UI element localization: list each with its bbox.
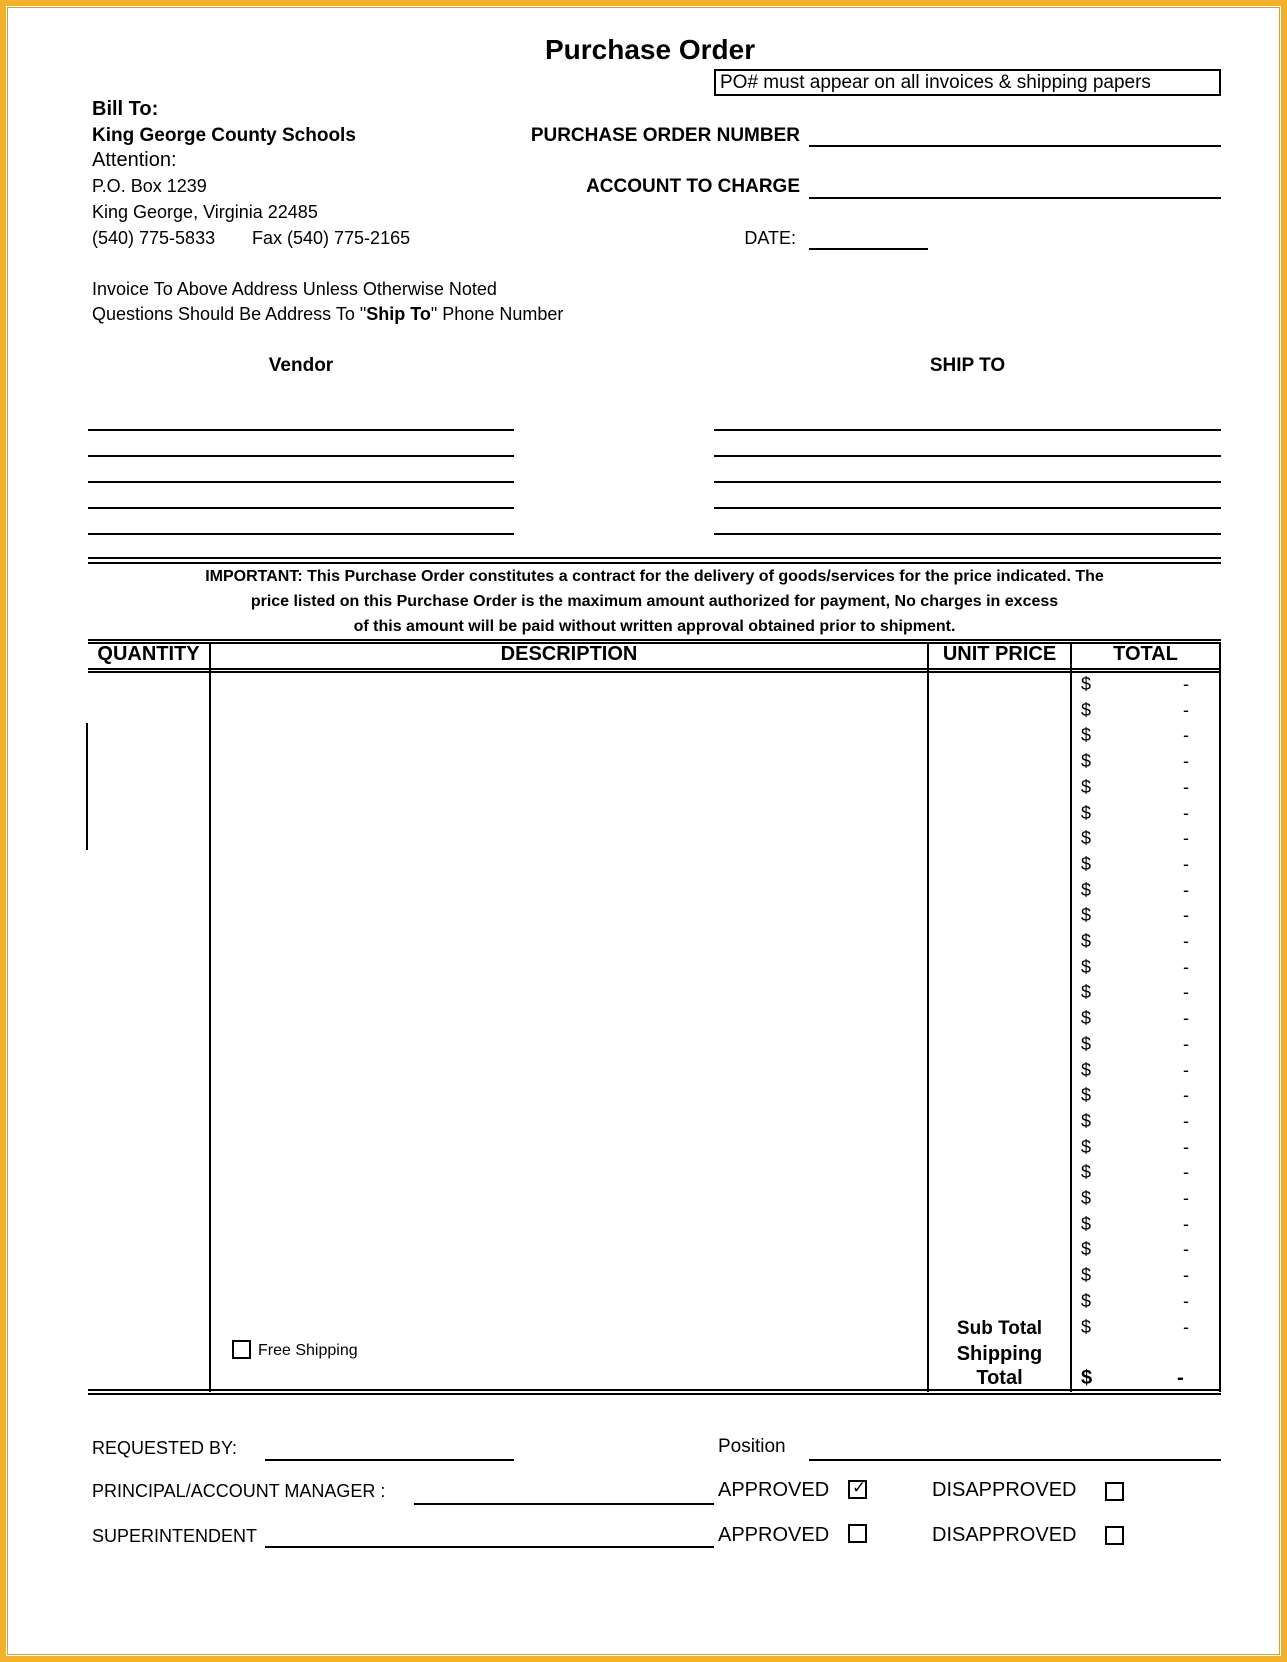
ship-to-line[interactable] [714, 533, 1221, 535]
vendor-line[interactable] [88, 429, 514, 431]
po-notice-box [714, 69, 1221, 96]
row-value: - [1183, 956, 1189, 977]
superintendent-approved-label: APPROVED [718, 1524, 830, 1546]
row-value: - [1183, 1136, 1189, 1157]
row-currency: $ [1081, 1059, 1092, 1080]
row-value: - [1183, 1059, 1189, 1080]
total-row [1081, 700, 1193, 724]
row-value: - [1183, 1316, 1189, 1337]
shipping-label: Shipping [956, 1343, 1043, 1365]
header-quantity: QUANTITY [97, 643, 200, 665]
principal-approved-label: APPROVED [718, 1479, 830, 1501]
requested-by-label: REQUESTED BY: [92, 1438, 238, 1458]
row-currency: $ [1081, 982, 1092, 1003]
table-header-rule [88, 671, 1221, 673]
vendor-line[interactable] [88, 455, 514, 457]
col-divider-description [927, 642, 929, 1392]
vendor-line[interactable] [88, 507, 514, 509]
row-currency: $ [1081, 1188, 1092, 1208]
questions-note-bold: Ship To [366, 304, 431, 324]
superintendent-disapproved-checkbox[interactable] [1105, 1526, 1124, 1545]
row-value: - [1183, 725, 1189, 746]
bill-to-fax: Fax (540) 775-2165 [252, 228, 411, 248]
col-divider-quantity [209, 642, 211, 1392]
section-divider [88, 562, 1221, 564]
row-value: - [1183, 828, 1189, 849]
superintendent-signature-field[interactable] [265, 1546, 714, 1548]
row-value: - [1183, 1290, 1189, 1311]
total-row [1081, 1137, 1193, 1161]
row-value: - [1183, 1213, 1189, 1234]
row-currency: $ [1081, 1110, 1092, 1131]
total-row [1081, 1239, 1193, 1263]
row-currency: $ [1081, 699, 1092, 720]
bill-to-city: King George, Virginia 22485 [92, 202, 318, 222]
row-value: - [1183, 776, 1189, 797]
total-row [1081, 1008, 1193, 1032]
bill-to-org: King George County Schools [92, 125, 356, 146]
checkmark-icon: ✓ [852, 1478, 867, 1497]
bill-to-phone: (540) 775-5833 [92, 228, 216, 248]
principal-approved-checkbox[interactable] [848, 1480, 867, 1499]
important-line-2: price listed on this Purchase Order is the maximum amount authorized for payment, No charges in excess [250, 593, 1059, 610]
total-row [1081, 905, 1193, 929]
bill-to-attention: Attention: [92, 149, 177, 171]
vendor-label: Vendor [268, 355, 334, 376]
ship-to-label: SHIP TO [929, 355, 1006, 376]
row-value: - [1183, 802, 1189, 823]
table-bottom-rule [88, 1393, 1221, 1395]
row-currency: $ [1081, 1239, 1092, 1260]
row-value: - [1183, 674, 1189, 694]
row-value: - [1183, 751, 1189, 772]
row-currency: $ [1081, 931, 1092, 951]
questions-note [92, 304, 563, 325]
total-row [1081, 1291, 1193, 1315]
total-row [1081, 803, 1193, 827]
row-currency: $ [1081, 956, 1092, 977]
row-currency: $ [1081, 725, 1092, 746]
row-currency: $ [1081, 853, 1092, 874]
requested-by-field[interactable] [265, 1459, 514, 1461]
row-currency: $ [1081, 1290, 1092, 1311]
row-currency: $ [1081, 905, 1092, 926]
position-label: Position [718, 1436, 786, 1457]
ship-to-line[interactable] [714, 455, 1221, 457]
total-row [1081, 1317, 1193, 1341]
row-currency: $ [1081, 751, 1092, 772]
row-currency: $ [1081, 828, 1092, 849]
row-value: - [1183, 982, 1189, 1003]
row-currency: $ [1081, 1085, 1092, 1106]
total-row [1081, 1060, 1193, 1084]
superintendent-approved-checkbox[interactable] [848, 1524, 867, 1543]
account-label: ACCOUNT TO CHARGE [586, 176, 800, 197]
row-currency: $ [1081, 879, 1092, 900]
important-line-3: of this amount will be paid without written approval obtained prior to shipment. [353, 618, 956, 635]
po-notice-text: PO# must appear on all invoices & shipping papers [720, 72, 1151, 93]
row-currency: $ [1081, 802, 1092, 823]
row-currency: $ [1081, 1008, 1092, 1029]
superintendent-disapproved-label: DISAPPROVED [932, 1524, 1077, 1546]
total-row [1081, 1188, 1193, 1212]
bill-to-box: P.O. Box 1239 [92, 176, 207, 196]
row-currency: $ [1081, 1162, 1092, 1183]
invoice-note: Invoice To Above Address Unless Otherwise Noted [92, 279, 497, 299]
subtotal-label: Sub Total [956, 1318, 1043, 1339]
row-currency: $ [1081, 1316, 1092, 1337]
total-row [1081, 854, 1193, 878]
bill-to-heading: Bill To: [92, 98, 159, 120]
row-value: - [1183, 1265, 1189, 1286]
questions-note-pre: Questions Should Be Address To " [92, 304, 367, 324]
total-value: - [1177, 1367, 1184, 1389]
principal-signature-field[interactable] [414, 1503, 714, 1505]
row-value: - [1183, 853, 1189, 874]
total-row [1081, 751, 1193, 775]
row-value: - [1183, 879, 1189, 900]
table-header-rule [88, 668, 1221, 670]
total-row [1081, 1111, 1193, 1135]
row-currency: $ [1081, 1136, 1092, 1157]
row-value: - [1183, 1008, 1189, 1029]
row-value: - [1183, 1239, 1189, 1260]
ship-to-line[interactable] [714, 481, 1221, 483]
row-currency: $ [1081, 1265, 1092, 1286]
header-total: TOTAL [1113, 643, 1178, 665]
total-label: Total [976, 1367, 1023, 1389]
important-line-1: IMPORTANT: This Purchase Order constitutes a contract for the delivery of goods/services for the price indicated. The [205, 568, 1104, 585]
total-row [1081, 1034, 1193, 1058]
free-shipping-checkbox[interactable] [232, 1340, 251, 1359]
principal-label: PRINCIPAL/ACCOUNT MANAGER : [92, 1481, 386, 1501]
row-value: - [1183, 905, 1189, 926]
total-row [1081, 828, 1193, 852]
row-value: - [1183, 1033, 1189, 1054]
row-value: - [1183, 931, 1189, 951]
row-currency: $ [1081, 1033, 1092, 1054]
total-row [1081, 880, 1193, 904]
page-title: Purchase Order [545, 34, 756, 65]
section-divider [88, 557, 1221, 559]
row-value: - [1183, 1085, 1189, 1106]
total-row [1081, 1162, 1193, 1186]
total-row [1081, 674, 1193, 698]
row-currency: $ [1081, 776, 1092, 797]
col-divider-total [1219, 642, 1221, 1392]
col-divider-unit-price [1070, 642, 1072, 1392]
header-description: DESCRIPTION [500, 643, 638, 665]
questions-note-post: " Phone Number [430, 304, 564, 324]
total-row [1081, 1214, 1193, 1238]
row-currency: $ [1081, 674, 1092, 694]
superintendent-label: SUPERINTENDENT [92, 1526, 258, 1546]
row-value: - [1183, 699, 1189, 720]
row-currency: $ [1081, 1213, 1092, 1234]
row-value: - [1183, 1110, 1189, 1131]
total-row [1081, 957, 1193, 981]
total-row [1081, 931, 1193, 955]
ship-to-line[interactable] [714, 429, 1221, 431]
row-value: - [1183, 1188, 1189, 1208]
po-number-label: PURCHASE ORDER NUMBER [530, 125, 800, 146]
date-label: DATE: [744, 228, 796, 248]
total-row [1081, 725, 1193, 749]
date-field[interactable] [809, 248, 928, 250]
vendor-line[interactable] [88, 481, 514, 483]
principal-disapproved-checkbox[interactable] [1105, 1482, 1124, 1501]
total-row [1081, 1265, 1193, 1289]
total-row [1081, 777, 1193, 801]
header-unit-price: UNIT PRICE [942, 643, 1057, 665]
vendor-line[interactable] [88, 533, 514, 535]
position-field[interactable] [809, 1459, 1221, 1461]
ship-to-line[interactable] [714, 507, 1221, 509]
principal-disapproved-label: DISAPPROVED [932, 1479, 1077, 1501]
row-value: - [1183, 1162, 1189, 1183]
free-shipping-label: Free Shipping [258, 1342, 358, 1359]
table-top-rule [88, 639, 1221, 641]
total-row [1081, 982, 1193, 1006]
margin-mark [86, 723, 88, 850]
po-number-field[interactable] [809, 145, 1221, 147]
total-currency: $ [1081, 1367, 1093, 1389]
account-field[interactable] [809, 197, 1221, 199]
total-row [1081, 1085, 1193, 1109]
